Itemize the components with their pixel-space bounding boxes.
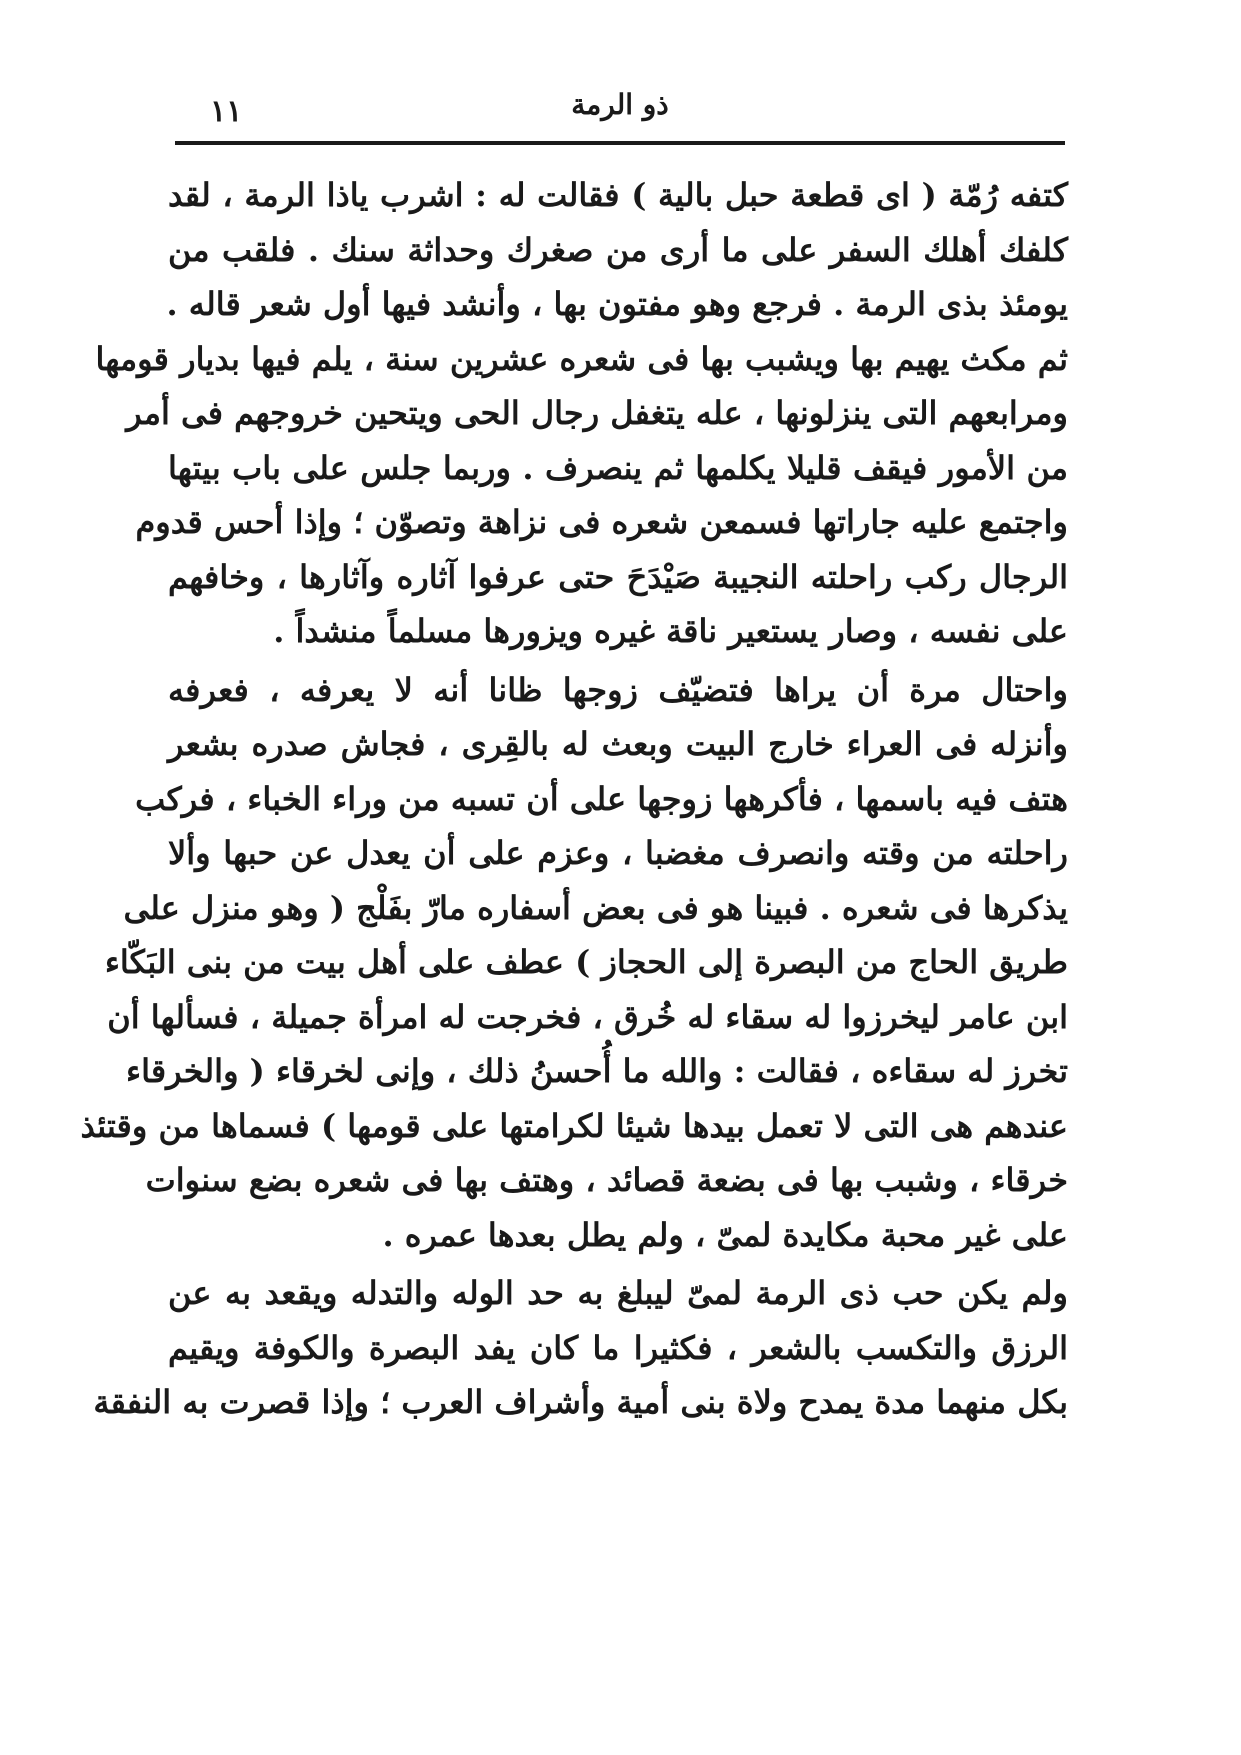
text-line: واجتمع عليه جاراتها فسمعن شعره فى نزاهة وتصوّن ؛ وإذا أحس قدوم — [135, 503, 1068, 541]
text-line: على غير محبة مكايدة لمىّ ، ولم يطل بعدها عمره . — [382, 1215, 1068, 1254]
text-line: وأنزله فى العراء خارج البيت وبعث له بالقِرى ، فجاش صدره بشعر — [168, 725, 1068, 763]
text-line: يومئذ بذى الرمة . فرجع وهو مفتون بها ، وأنشد فيها أول شعر قاله . — [166, 285, 1068, 323]
text-line: على نفسه ، وصار يستعير ناقة غيره ويزورها مسلماً منشداً . — [273, 612, 1068, 650]
text-line: ولم يكن حب ذى الرمة لمىّ ليبلغ به حد الوله والتدله ويقعد به عن — [168, 1274, 1068, 1312]
text-line: خرقاء ، وشبب بها فى بضعة قصائد ، وهتف بها فى شعره بضع سنوات — [145, 1161, 1068, 1199]
running-title: ذو الرمة — [571, 88, 669, 121]
page-number: ١١ — [210, 94, 243, 129]
text-line: راحلته من وقته وانصرف مغضبا ، وعزم على أن يعدل عن حبها وألا — [168, 834, 1068, 872]
text-line: بكل منهما مدة يمدح ولاة بنى أمية وأشراف العرب ؛ وإذا قصرت به النفقة — [93, 1383, 1068, 1421]
text-line: من الأمور فيقف قليلا يكلمها ثم ينصرف . وربما جلس على باب بيتها — [168, 448, 1068, 487]
page-header — [175, 78, 1065, 138]
text-line: واحتال مرة أن يراها فتضيّف زوجها ظانا أنه لا يعرفه ، فعرفه — [168, 670, 1068, 709]
text-line: ومرابعهم التى ينزلونها ، عله يتغفل رجال الحى ويتحين خروجهم فى أمر — [126, 394, 1068, 432]
paragraph-2 — [80, 663, 1068, 1263]
text-line: يذكرها فى شعره . فبينا هو فى بعض أسفاره مارّ بفَلْج ( وهو منزل على — [123, 888, 1068, 927]
text-line: عندهم هى التى لا تعمل بيدها شيئا لكرامتها على قومها ) فسماها من وقتئذ — [80, 1106, 1068, 1145]
text-line: ثم مكث يهيم بها ويشبب بها فى شعره عشرين سنة ، يلم فيها بديار قومها — [95, 339, 1068, 378]
text-line: طريق الحاج من البصرة إلى الحجاز ) عطف على أهل بيت من بنى البَكّاء — [104, 943, 1068, 981]
text-line: كتفه رُمّة ( اى قطعة حبل بالية ) فقالت له : اشرب ياذا الرمة ، لقد — [168, 176, 1068, 214]
text-line: تخرز له سقاءه ، فقالت : والله ما أُحسنُ ذلك ، وإنى لخرقاء ( والخرقاء — [126, 1052, 1068, 1090]
text-line: كلفك أهلك السفر على ما أرى من صغرك وحداثة سنك . فلقب من — [168, 230, 1068, 269]
text-line: ابن عامر ليخرزوا له سقاء له خُرق ، فخرجت له امرأة جميلة ، فسألها أن — [107, 997, 1068, 1036]
text-line: الرزق والتكسب بالشعر ، فكثيرا ما كان يفد البصرة والكوفة ويقيم — [168, 1328, 1068, 1367]
body-text — [80, 168, 1068, 1430]
paragraph-1 — [95, 168, 1068, 659]
text-line: هتف فيه باسمها ، فأكرهها زوجها على أن تسبه من وراء الخباء ، فركب — [135, 779, 1068, 818]
text-line: الرجال ركب راحلته النجيبة صَيْدَحَ حتى عرفوا آثاره وآثارها ، وخافهم — [168, 557, 1068, 596]
header-rule — [175, 141, 1065, 145]
paragraph-3 — [93, 1266, 1068, 1430]
